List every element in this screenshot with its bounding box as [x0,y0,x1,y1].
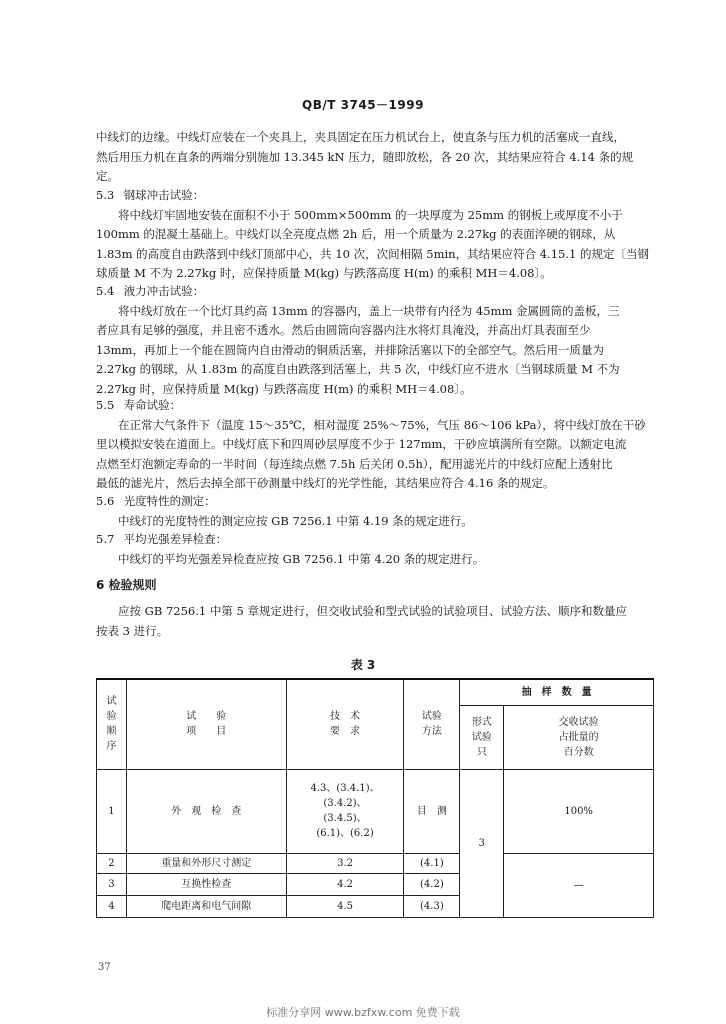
page-header: QB/T 3745－1999 [302,98,424,112]
text-line: 100mm 的混凝土基础上。中线灯以全亮度点燃 2h 后，用一个质量为 2.27kg 的表面淬硬的钢球，从 [96,227,616,241]
header-item: 试 验 项 目 [126,679,286,769]
text-line: 最低的滤光片，然后去掉全部干砂测量中线灯的光学性能，其结果应符合 4.16 条的规定。 [96,476,555,490]
table-row: 3 互换性检查 4.2 (4.2) [97,873,654,895]
acceptance-dash: — [504,853,654,917]
text-line: 将中线灯放在一个比灯具约高 13mm 的容器内，盖上一块带有内径为 45mm 金属圆筒的盖板，三 [118,303,620,318]
text-line: 点燃至灯泡额定寿命的一半时间（每连续点燃 7.5h 后关闭 0.5h），配用滤光片的中线灯应配上透射比 [96,456,613,471]
section-title: 寿命试验： [123,398,182,412]
section-5-4 [96,282,676,399]
section-number: 5.3 [96,188,115,202]
section-title: 液力冲击试验： [123,284,205,298]
text-line: 1.83m 的高度自由跌落到中线灯顶部中心，共 10 次，次间相隔 5min，其结果应符合 4.15.1 的规定〔当钢 [96,246,649,261]
text-line: 定。 [96,169,119,183]
page-number: 37 [98,962,111,973]
table-row: 4 爬电距离和电气间隙 4.5 (4.3) [97,895,654,917]
text-line: 将中线灯牢固地安装在面积不小于 500mm×500mm 的一块厚度为 25mm 的钢板上或厚度不小于 [118,207,623,222]
intro-paragraph [96,128,676,187]
type-test-quantity: 3 [460,769,504,917]
header-requirement: 技 术 要 求 [286,679,404,769]
section-title: 平均光强差异检查： [123,532,228,546]
header-type-test: 形式 试验 只 [460,705,504,769]
section-5-5 [96,396,676,494]
section-5-3 [96,186,676,284]
text-line: 在正常大气条件下（温度 15～35℃，相对湿度 25%～75%，气压 86～106 kPa），将中线灯放在干砂 [118,417,646,432]
acceptance-percent: 100% [504,769,654,853]
header-acceptance-test: 交收试验 占批量的 百分数 [504,705,654,769]
section-title: 钢球冲击试验： [123,188,205,202]
header-sampling: 抽 样 数 量 [460,679,654,705]
watermark-text: 标准分享网 www.bzfxw.com 免费下载 [266,1006,460,1019]
section-6-paragraph [96,602,676,641]
section-6-heading: 6 检验规则 [96,578,157,592]
section-5-7 [96,530,676,569]
header-seq: 试 验 顺 序 [97,679,127,769]
text-line: 2.27kg 的钢球，从 1.83m 的高度自由跌落到活塞上，共 5 次，中线灯应不进水〔当钢球质量 M 不为 [96,362,620,376]
section-number: 5.6 [96,494,115,508]
table-caption: 表 3 [350,658,376,672]
text-line: 应按 GB 7256.1 中第 5 章规定进行，但交收试验和型式试验的试验项目、试验方法、顺序和数量应 [118,604,627,618]
text-line: 中线灯的光度特性的测定应按 GB 7256.1 中第 4.19 条的规定进行。 [118,513,473,528]
text-line: 然后用压力机在直条的两端分别施加 13.345 kN 压力，随即放松，各 20 次，其结果应符合 4.14 条的规 [96,149,634,164]
header-method: 试验 方法 [404,679,460,769]
table-row: 2 重量和外形尺寸测定 3.2 (4.1) — [97,853,654,873]
text-line: 中线灯的边缘。中线灯应装在一个夹具上，夹具固定在压力机试台上，使直条与压力机的活塞成一直线， [96,130,625,144]
section-number: 5.5 [96,398,115,412]
section-title: 光度特性的测定： [123,494,216,508]
text-line: 2.27kg 时，应保持质量 M(kg) 与跌落高度 H(m) 的乘积 MH＝4.08〕。 [96,381,472,396]
text-line: 里以模拟安装在道面上。中线灯底下和四周砂层厚度不少于 127mm，干砂应填满所有空隙。以额定电流 [96,437,627,451]
section-5-6 [96,492,676,531]
section-number: 5.4 [96,284,115,298]
text-line: 13mm，再加上一个能在圆筒内自由滑动的铜质活塞，并排除活塞以下的全部空气。然后用一质量为 [96,342,604,357]
text-line: 按表 3 进行。 [96,623,169,638]
table-row: 1 外 观 检 查 4.3、(3.4.1)、 (3.4.2)、 (3.4.5)、 (6.1)、(6.2) 目 测 3 100% [97,769,654,853]
inspection-table [96,678,654,918]
text-line: 中线灯的平均光强差异检查应按 GB 7256.1 中第 4.20 条的规定进行。 [118,551,485,566]
text-line: 球质量 M 不为 2.27kg 时，应保持质量 M(kg) 与跌落高度 H(m) 的乘积 MH＝4.08〕。 [96,266,552,280]
text-line: 者应具有足够的强度，并且密不透水。然后由圆筒向容器内注水将灯具淹没，并高出灯具表面至少 [96,323,591,337]
section-number: 5.7 [96,532,115,546]
